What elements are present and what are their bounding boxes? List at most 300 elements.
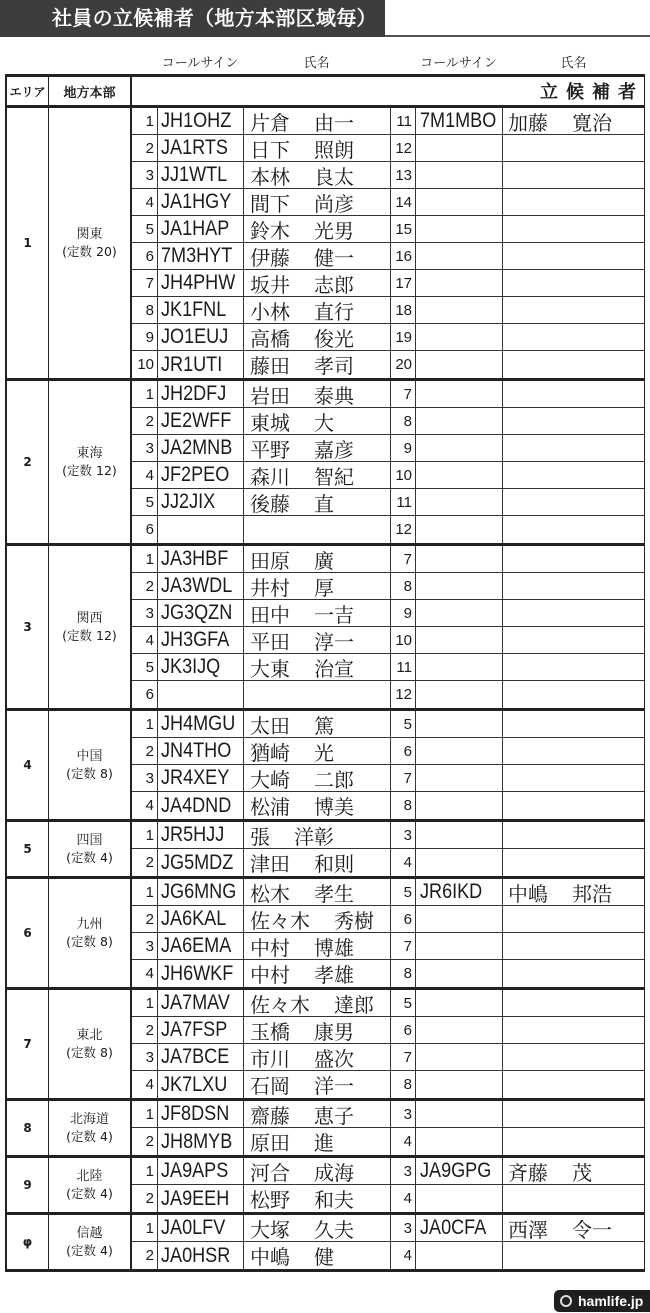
callsign-2-cell (415, 324, 502, 350)
regional-hq-quota: (定数 4) (66, 1243, 113, 1258)
callsign-2-cell (415, 489, 502, 515)
area-group (7, 1155, 644, 1212)
candidate-name (243, 654, 390, 680)
family-name: 佐々木 (250, 992, 310, 1016)
given-name: 進 (314, 1131, 334, 1155)
table-row (132, 435, 644, 462)
row-number: 5 (145, 658, 154, 676)
table-row (132, 270, 644, 297)
given-name: 寛治 (572, 110, 612, 134)
row-number-2: 3 (390, 1215, 415, 1241)
area-number: 4 (23, 758, 32, 772)
callsign-2: JA9GPG (420, 1159, 492, 1182)
candidate-name-2 (502, 573, 644, 599)
regional-hq-cell (48, 879, 130, 987)
callsign-2-cell (415, 990, 502, 1016)
callsign-cell (157, 516, 243, 543)
row-number: 6 (145, 686, 154, 703)
row-number: 3 (145, 937, 154, 955)
callsign: JA2MNB (161, 436, 233, 459)
table-row (132, 879, 644, 906)
given-name: 由一 (314, 110, 354, 134)
row-number: 2 (145, 139, 154, 157)
callsign-cell (157, 822, 243, 848)
callsign: JF2PEO (161, 463, 230, 486)
callsign-2-cell (415, 849, 502, 876)
given-name: 一吉 (314, 602, 354, 626)
family-name: 中嶋 (508, 881, 548, 905)
callsign: JG3QZN (161, 601, 233, 624)
candidate-rows (130, 1158, 644, 1212)
callsign-2-cell (415, 408, 502, 434)
callsign: JK1FNL (161, 298, 227, 321)
given-name: 孝生 (314, 881, 354, 905)
row-number-2: 3 (390, 822, 415, 848)
candidate-name-2 (502, 408, 644, 434)
regional-hq-quota: (定数 20) (62, 244, 117, 259)
row-number: 2 (145, 910, 154, 928)
given-name: 洋一 (314, 1074, 354, 1098)
row-number-2: 5 (390, 879, 415, 905)
area-header: エリア (9, 84, 46, 99)
regional-hq-quota: (定数 8) (66, 766, 113, 781)
callsign-cell (157, 681, 243, 708)
area-group (7, 1098, 644, 1155)
family-name: 平田 (250, 629, 290, 653)
candidate-name-2 (502, 738, 644, 764)
callsign: JH8MYB (161, 1129, 233, 1153)
regional-hq-quota: (定数 4) (66, 1186, 113, 1201)
candidate-name (243, 822, 390, 848)
given-name: 久夫 (314, 1217, 354, 1241)
given-name: 直行 (314, 299, 354, 323)
callsign-cell (157, 1044, 243, 1070)
given-name: 淳一 (314, 629, 354, 653)
given-name: 光男 (314, 218, 354, 242)
candidate-name (243, 792, 390, 819)
callsign: JA6EMA (161, 934, 232, 957)
table-row (132, 546, 644, 573)
area-group (7, 819, 644, 876)
candidate-name (243, 324, 390, 350)
callsign-2-cell (415, 879, 502, 905)
row-number-2: 13 (390, 162, 415, 188)
regional-hq-cell (48, 1158, 130, 1212)
given-name: 志郎 (314, 272, 354, 296)
name-column-header-left: 氏名 (303, 56, 330, 71)
table-row (132, 573, 644, 600)
callsign-cell (157, 792, 243, 819)
candidate-name (243, 1071, 390, 1098)
candidate-name-2 (502, 216, 644, 242)
candidate-rows (130, 822, 644, 876)
callsign: 7M3HYT (161, 244, 233, 267)
row-number-2: 7 (390, 1044, 415, 1070)
row-number-2: 4 (390, 1242, 415, 1269)
row-number-2: 14 (390, 189, 415, 215)
callsign-2-cell (415, 1044, 502, 1070)
callsign: JA1HAP (161, 217, 230, 240)
table-row (132, 960, 644, 987)
callsign: JA1RTS (161, 136, 228, 159)
row-number: 4 (145, 193, 154, 211)
family-name: 佐々木 (250, 908, 310, 932)
regional-hq-name: 四国 (76, 833, 103, 848)
row-number: 3 (145, 439, 154, 457)
given-name: 博雄 (314, 935, 354, 959)
given-name: 廣 (314, 548, 334, 572)
callsign-2-cell (415, 516, 502, 543)
callsign-2-cell (415, 1242, 502, 1269)
candidate-name-2 (502, 822, 644, 848)
family-name: 坂井 (250, 272, 290, 296)
row-number-2: 20 (390, 351, 415, 378)
table-row (132, 1101, 644, 1128)
family-name: 間下 (250, 191, 290, 215)
table-row (132, 162, 644, 189)
table-row (132, 135, 644, 162)
callsign-cell (157, 162, 243, 188)
candidate-name-2 (502, 1071, 644, 1098)
row-number: 3 (145, 769, 154, 787)
row-number-2: 8 (390, 573, 415, 599)
regional-hq-quota: (定数 8) (66, 1045, 113, 1060)
candidate-name (243, 990, 390, 1016)
callsign-column-header-right: コールサイン (420, 56, 497, 71)
callsign-column-header-left: コールサイン (161, 56, 239, 71)
row-number-2: 7 (390, 765, 415, 791)
table-header-row (7, 74, 644, 105)
callsign-cell (157, 879, 243, 905)
candidate-name (243, 243, 390, 269)
row-number: 1 (145, 1105, 154, 1123)
area-group (7, 708, 644, 819)
row-number-2: 4 (390, 1128, 415, 1155)
callsign-2-cell (415, 654, 502, 680)
column-headers (0, 52, 650, 70)
table-row (132, 600, 644, 627)
callsign-cell (157, 1185, 243, 1212)
callsign-cell (157, 216, 243, 242)
row-number-2: 3 (390, 1158, 415, 1184)
candidate-rows (130, 108, 644, 378)
callsign-2-cell (415, 1128, 502, 1155)
regional-hq-name: 東北 (76, 1028, 103, 1043)
callsign-cell (157, 573, 243, 599)
given-name: 盛次 (314, 1046, 354, 1070)
family-name: 井村 (250, 575, 290, 599)
callsign: JA0LFV (161, 1216, 226, 1239)
candidate-name (243, 546, 390, 572)
given-name: 嘉彦 (314, 437, 354, 461)
callsign-2-cell (415, 270, 502, 296)
callsign-cell (157, 1242, 243, 1269)
regional-hq-cell (48, 822, 130, 876)
family-name: 斉藤 (508, 1160, 548, 1184)
candidate-name-2 (502, 711, 644, 737)
candidate-name (243, 960, 390, 987)
row-number: 6 (145, 247, 154, 265)
candidate-name (243, 573, 390, 599)
family-name: 伊藤 (250, 245, 290, 269)
candidate-rows (130, 879, 644, 987)
callsign-cell (157, 906, 243, 932)
callsign-2-cell (415, 765, 502, 791)
row-number-2: 15 (390, 216, 415, 242)
candidate-name-2 (502, 600, 644, 626)
callsign: JJ2JIX (161, 490, 216, 513)
callsign-cell (157, 600, 243, 626)
callsign-2-cell (415, 216, 502, 242)
callsign: JE2WFF (161, 409, 232, 432)
regional-hq-quota: (定数 12) (62, 463, 117, 478)
callsign: JK3IJQ (161, 655, 221, 678)
table-row (132, 489, 644, 516)
candidate-name (243, 435, 390, 461)
table-row (132, 822, 644, 849)
table-row (132, 1071, 644, 1098)
callsign-2-cell (415, 822, 502, 848)
candidate-name-2 (502, 681, 644, 708)
callsign: JA7FSP (161, 1018, 228, 1041)
candidate-name (243, 879, 390, 905)
candidate-name-2 (502, 381, 644, 407)
family-name: 大東 (250, 656, 290, 680)
given-name: 尚彦 (314, 191, 354, 215)
candidate-name (243, 933, 390, 959)
table-row (132, 1017, 644, 1044)
family-name: 石岡 (250, 1074, 290, 1098)
candidate-name-2 (502, 1017, 644, 1043)
given-name: 令一 (572, 1217, 612, 1241)
callsign-2-cell (415, 135, 502, 161)
candidate-rows (130, 990, 644, 1098)
row-number: 1 (145, 994, 154, 1012)
family-name: 猶崎 (250, 740, 290, 764)
row-number: 2 (145, 1133, 154, 1150)
candidate-name-2 (502, 906, 644, 932)
candidate-name (243, 1128, 390, 1155)
table-row (132, 738, 644, 765)
row-number-2: 6 (390, 906, 415, 932)
row-number-2: 19 (390, 324, 415, 350)
table-row (132, 1158, 644, 1185)
row-number: 3 (145, 604, 154, 622)
regional-hq-name: 北海道 (69, 1112, 109, 1127)
candidate-name (243, 1101, 390, 1127)
regional-hq-cell (48, 1215, 130, 1269)
callsign-2-cell (415, 711, 502, 737)
family-name: 河合 (250, 1160, 290, 1184)
row-number: 1 (145, 826, 154, 844)
row-number: 2 (145, 1247, 154, 1264)
given-name: 秀樹 (334, 908, 374, 932)
table-row (132, 792, 644, 819)
family-name: 本林 (250, 164, 290, 188)
table-row (132, 516, 644, 543)
row-number-2: 16 (390, 243, 415, 269)
candidate-name (243, 216, 390, 242)
area-number: φ (22, 1235, 33, 1249)
row-number: 10 (137, 356, 154, 373)
row-number: 1 (145, 550, 154, 568)
candidates-header: 立候補者 (130, 77, 644, 105)
candidate-name-2 (502, 135, 644, 161)
callsign-cell (157, 1215, 243, 1241)
row-number: 1 (145, 1162, 154, 1180)
candidate-name-2 (502, 489, 644, 515)
area-group (7, 105, 644, 378)
callsign-2-cell (415, 381, 502, 407)
area-group (7, 987, 644, 1098)
candidate-name (243, 600, 390, 626)
family-name: 大崎 (250, 767, 290, 791)
hamlife-logo-icon (560, 1295, 572, 1307)
row-number-2: 3 (390, 1101, 415, 1127)
area-group (7, 876, 644, 987)
regional-hq-quota: (定数 4) (66, 850, 113, 865)
candidates-table (5, 74, 645, 1272)
callsign-cell (157, 654, 243, 680)
table-body (7, 105, 644, 1269)
callsign-cell (157, 1101, 243, 1127)
row-number-2: 11 (390, 489, 415, 515)
row-number-2: 12 (390, 135, 415, 161)
callsign: JH4PHW (161, 271, 236, 294)
family-name: 松浦 (250, 795, 290, 819)
row-number-2: 17 (390, 270, 415, 296)
regional-hq-name: 中国 (76, 749, 103, 764)
given-name: 健 (314, 1245, 334, 1269)
callsign-2-cell (415, 627, 502, 653)
callsign: JA3WDL (161, 574, 233, 597)
regional-hq-name: 九州 (76, 917, 103, 932)
row-number: 4 (145, 466, 154, 484)
watermark-text: hamlife.jp (578, 1293, 644, 1309)
regional-hq-quota: (定数 8) (66, 934, 113, 949)
callsign-2-cell (415, 162, 502, 188)
callsign: JO1EUJ (161, 325, 229, 348)
table-row (132, 324, 644, 351)
row-number-2: 8 (390, 792, 415, 819)
row-number: 8 (145, 301, 154, 319)
candidate-name-2 (502, 960, 644, 987)
table-row (132, 297, 644, 324)
row-number: 1 (145, 112, 154, 130)
regional-hq-cell (48, 990, 130, 1098)
candidate-name-2 (502, 189, 644, 215)
regional-hq-cell (48, 381, 130, 543)
table-row (132, 849, 644, 876)
callsign-2-cell (415, 1215, 502, 1241)
callsign-cell (157, 381, 243, 407)
table-row (132, 1044, 644, 1071)
regional-hq-name: 東海 (76, 446, 103, 461)
callsign: JF8DSN (161, 1102, 230, 1125)
row-number: 1 (145, 715, 154, 733)
row-number-2: 12 (390, 681, 415, 708)
family-name: 岩田 (250, 383, 290, 407)
callsign-cell (157, 711, 243, 737)
callsign-2-cell (415, 435, 502, 461)
family-name: 森川 (250, 464, 290, 488)
callsign-cell (157, 933, 243, 959)
table-row (132, 108, 644, 135)
callsign-cell (157, 462, 243, 488)
callsign: JR5HJJ (161, 823, 225, 846)
callsign-cell (157, 1017, 243, 1043)
candidate-rows (130, 1215, 644, 1269)
callsign: JA6KAL (161, 907, 227, 930)
row-number-2: 7 (390, 546, 415, 572)
family-name: 原田 (250, 1131, 290, 1155)
callsign-cell (157, 849, 243, 876)
candidate-name-2 (502, 324, 644, 350)
family-name: 太田 (250, 713, 290, 737)
table-row (132, 990, 644, 1017)
callsign: JA0HSR (161, 1243, 231, 1267)
table-row (132, 351, 644, 378)
table-row (132, 216, 644, 243)
family-name: 大塚 (250, 1217, 290, 1241)
callsign-cell (157, 960, 243, 987)
candidate-name (243, 1185, 390, 1212)
area-number: 3 (23, 620, 32, 634)
row-number: 1 (145, 385, 154, 403)
callsign-2-cell (415, 738, 502, 764)
candidate-name-2 (502, 792, 644, 819)
candidate-name-2 (502, 1128, 644, 1155)
row-number: 5 (145, 220, 154, 238)
row-number-2: 8 (390, 960, 415, 987)
given-name: 康男 (314, 1019, 354, 1043)
regional-hq-name: 信越 (76, 1226, 103, 1241)
callsign: JJ1WTL (161, 163, 228, 186)
table-row (132, 681, 644, 708)
regional-hq-cell (48, 1101, 130, 1155)
callsign-cell (157, 1128, 243, 1155)
candidate-name-2 (502, 351, 644, 378)
given-name: 洋彰 (294, 824, 334, 848)
row-number-2: 10 (390, 627, 415, 653)
family-name: 玉橋 (250, 1019, 290, 1043)
area-number: 9 (23, 1178, 32, 1192)
candidate-name (243, 681, 390, 708)
row-number-2: 6 (390, 1017, 415, 1043)
callsign-2: 7M1MBO (420, 109, 497, 132)
row-number-2: 11 (390, 654, 415, 680)
regional-hq-cell (48, 108, 130, 378)
title-rule (385, 35, 650, 37)
row-number-2: 10 (390, 462, 415, 488)
family-name: 加藤 (508, 110, 548, 134)
candidate-name-2 (502, 243, 644, 269)
callsign: JH3GFA (161, 628, 230, 651)
given-name: 達郎 (334, 992, 374, 1016)
candidate-name (243, 738, 390, 764)
callsign-2-cell (415, 681, 502, 708)
callsign: JA7BCE (161, 1045, 230, 1068)
candidate-name (243, 270, 390, 296)
callsign-cell (157, 108, 243, 134)
given-name: 邦浩 (572, 881, 612, 905)
candidate-name (243, 489, 390, 515)
row-number: 4 (145, 965, 154, 982)
family-name: 東城 (250, 410, 290, 434)
row-number-2: 6 (390, 738, 415, 764)
candidate-name-2 (502, 270, 644, 296)
callsign: JH6WKF (161, 961, 234, 985)
